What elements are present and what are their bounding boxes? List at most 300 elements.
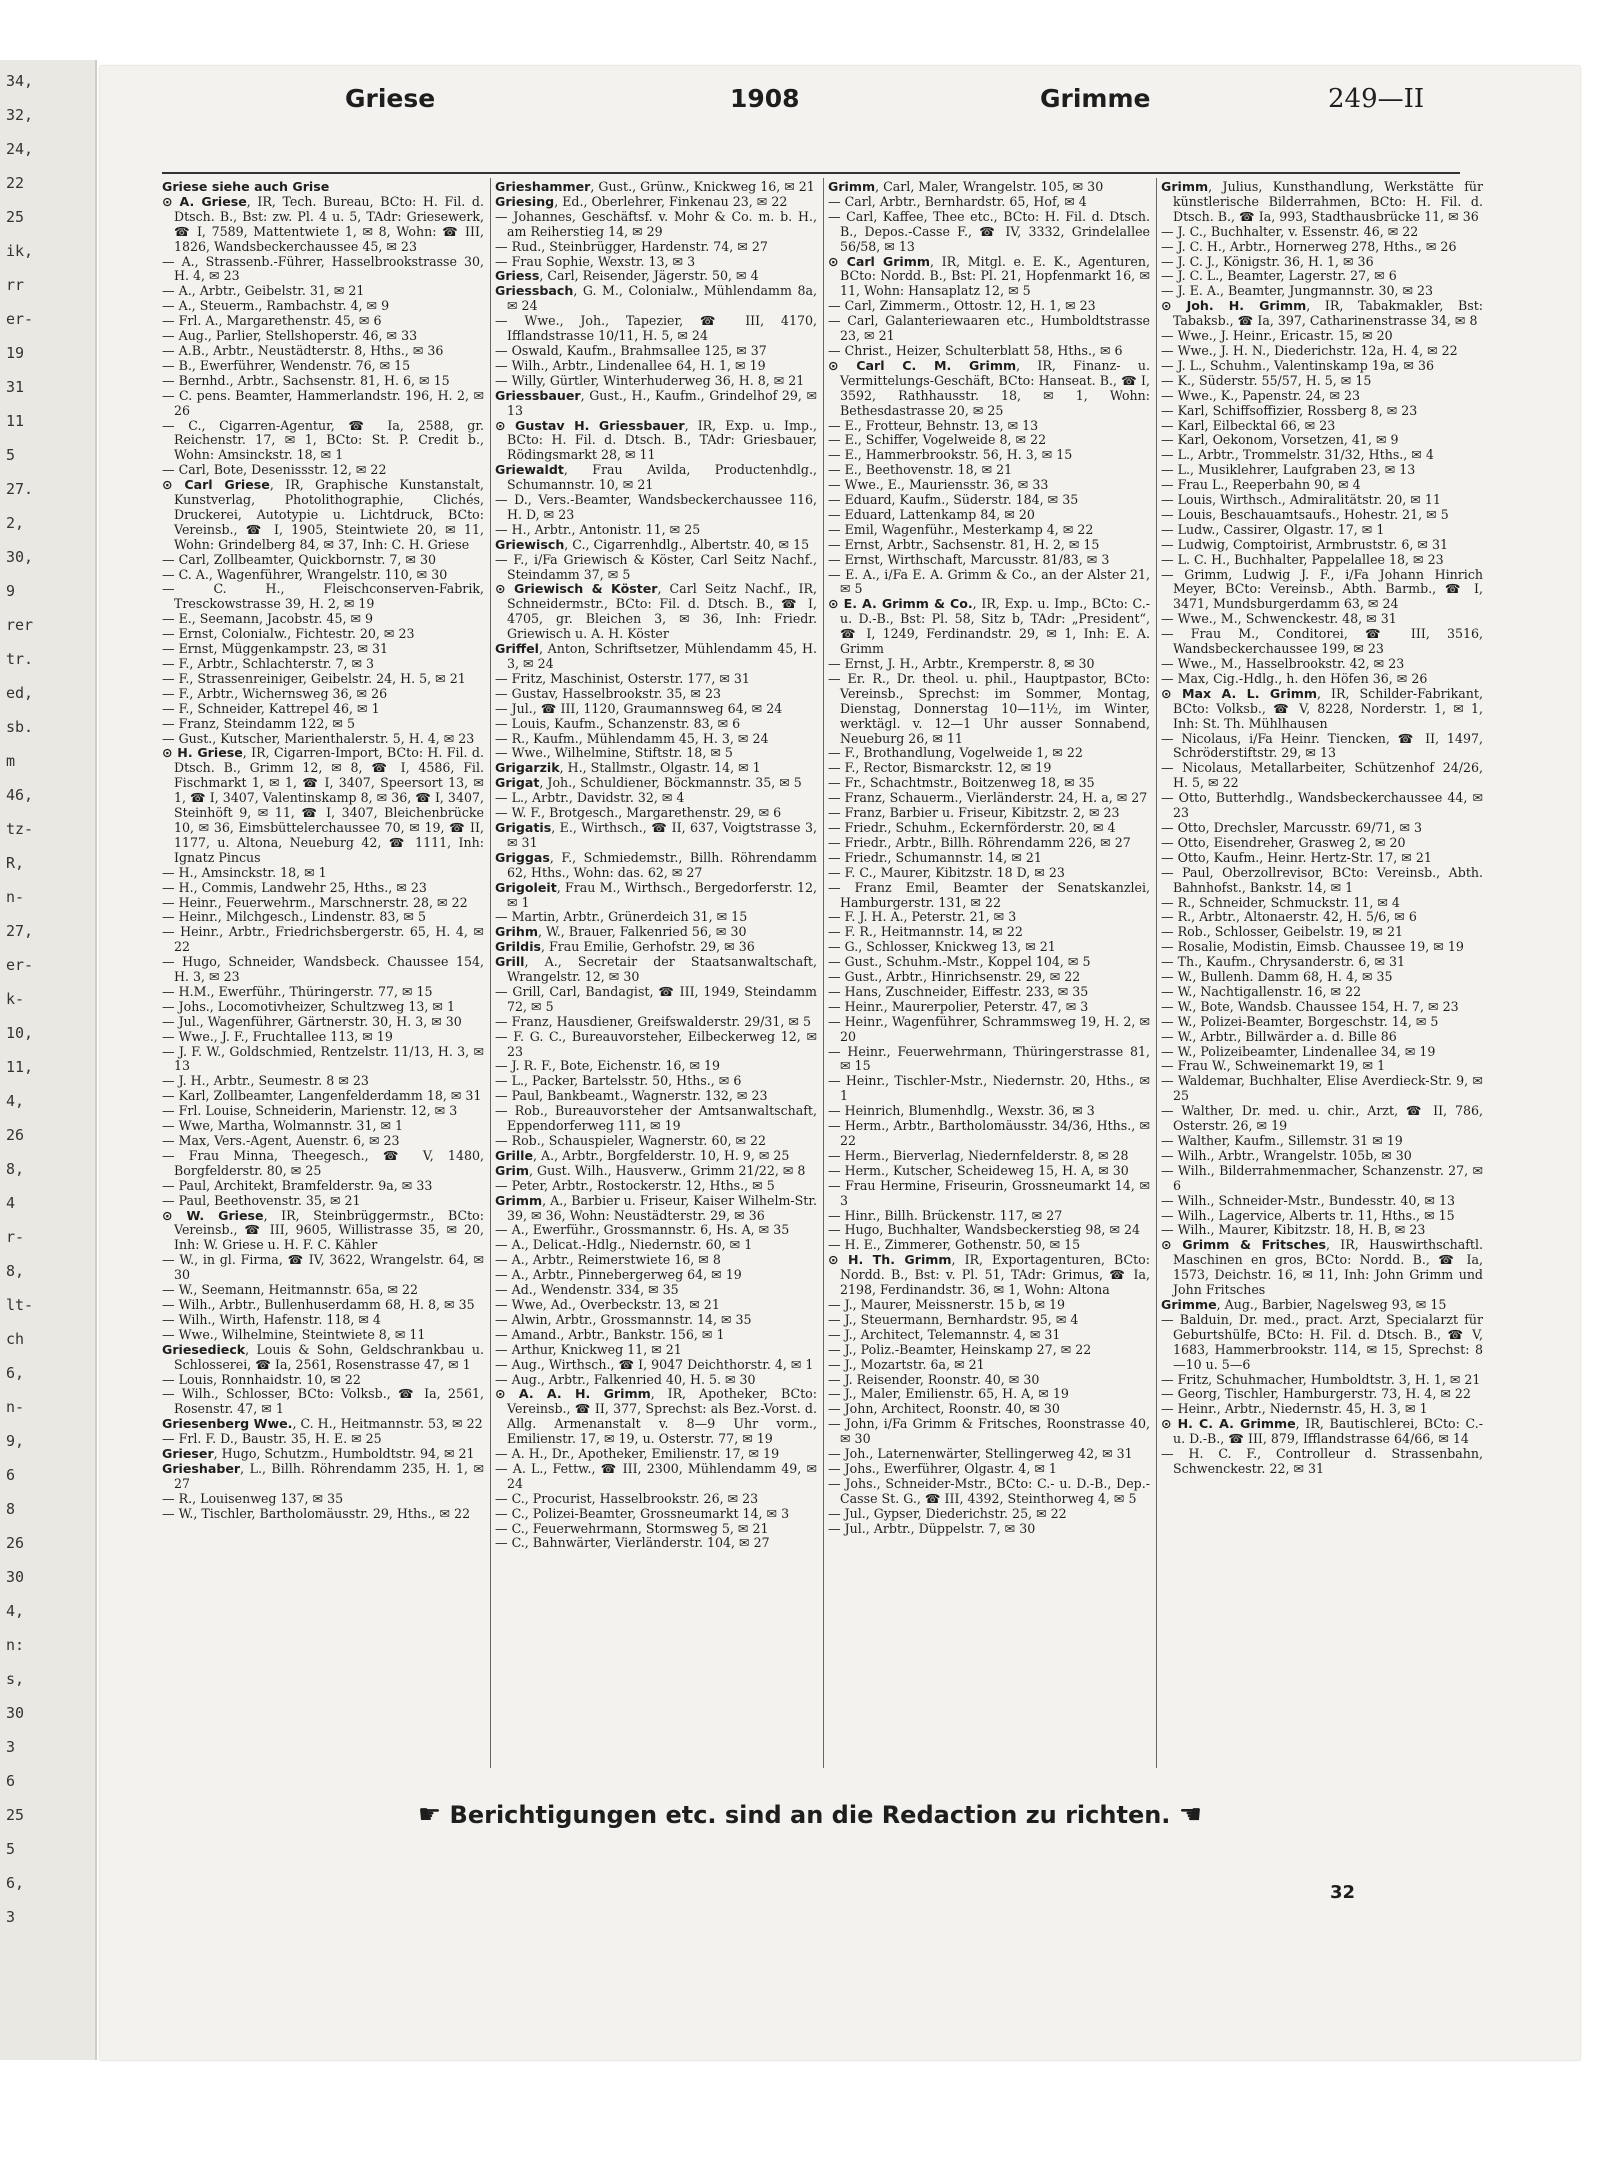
adjacent-page-fragment: ed, [6, 684, 34, 702]
directory-entry: — Hugo, Schneider, Wandsbeck. Chaussee 154, H. 3, ✉ 23 [162, 954, 484, 985]
adjacent-page-fragment: 46, [6, 786, 34, 804]
directory-entry: — Louis, Kaufm., Schanzenstr. 83, ✉ 6 [495, 715, 741, 731]
directory-entry: ⊙ Griewisch & Köster, Carl Seitz Nachf., IR, Schneidermstr., BCto: Fil. d. Dtsch. B., ☎ I, 4705, gr. Bleichen 3, ✉ 36, Inh: Friedr. Griewisch u. A. H. Köster [495, 581, 817, 642]
header-rule [162, 172, 1460, 174]
directory-entry: ⊙ E. A. Grimm & Co., IR, Exp. u. Imp., BCto: C.- u. D.-B., Bst: Pl. 58, Sitz b, TAdr: „President“, ☎ I, 1249, Ferdinandstr. 29, ✉ 1, Inh: E. A. Grimm [828, 596, 1150, 657]
directory-entry: — Frau Sophie, Wexstr. 13, ✉ 3 [495, 253, 696, 269]
directory-entry: — Carl, Zollbeamter, Quickbornstr. 7, ✉ 30 [162, 551, 436, 567]
adjacent-page-fragment: 5 [6, 446, 16, 464]
directory-entry: — Wilh., Arbtr., Lindenallee 64, H. 1, ✉ 19 [495, 357, 766, 373]
directory-entry: — Balduin, Dr. med., pract. Arzt, Specialarzt für Geburtshülfe, BCto: H. Fil. d. Dtsch. B., ☎ V, 1683, Hammerbrookstr. 114, ✉ 15, Sprechst: 8—10 u. 5—6 [1161, 1311, 1483, 1372]
directory-entry: — Frl. Louise, Schneiderin, Marienstr. 12, ✉ 3 [162, 1103, 458, 1119]
column-4 [1161, 180, 1483, 1770]
adjacent-page-fragment: 8, [6, 1160, 25, 1178]
directory-entry: — Heinr., Milchgesch., Lindenstr. 83, ✉ 5 [162, 909, 426, 925]
footer-text: Berichtigungen etc. sind an die Redaction zu richten. [449, 1801, 1171, 1829]
directory-entry: — J. F. W., Goldschmied, Rentzelstr. 11/13, H. 3, ✉ 13 [162, 1043, 484, 1074]
directory-entry: ⊙ A. A. H. Grimm, IR, Apotheker, BCto: Vereinsb., ☎ II, 377, Sprechst: als Bez.-Vorst. d. Allg. Armenanstalt v. 8—9 Uhr vorm., Emilienstr. 17, ✉ 19, u. Osterstr. 77, ✉ 19 [495, 1386, 817, 1447]
directory-entry: Grimm, Carl, Maler, Wrangelstr. 105, ✉ 30 [828, 180, 1104, 194]
directory-entry: — F. R., Heitmannstr. 14, ✉ 22 [828, 924, 1023, 940]
directory-entry: — L., Arbtr., Trommelstr. 31/32, Hths., ✉ 4 [1161, 447, 1434, 463]
directory-entry: — E. A., i/Fa E. A. Grimm & Co., an der Alster 21, ✉ 5 [828, 566, 1150, 597]
adjacent-page-fragment: 27, [6, 922, 34, 940]
adjacent-page-fragment: n- [6, 888, 25, 906]
directory-entry: — Carl, Kaffee, Thee etc., BCto: H. Fil. d. Dtsch. B., Depos.-Casse F., ☎ IV, 3332, Grindelallee 56/58, ✉ 13 [828, 208, 1150, 254]
directory-entry: — R., Louisenweg 137, ✉ 35 [162, 1490, 344, 1506]
directory-entry: — W. F., Brotgesch., Margarethenstr. 29, ✉ 6 [495, 805, 782, 821]
column-divider [1156, 178, 1157, 1768]
header-left-keyword: Griese [345, 84, 436, 113]
column-3 [828, 180, 1150, 1770]
directory-entry: — Wwe., J. Heinr., Ericastr. 15, ✉ 20 [1161, 328, 1393, 344]
directory-entry: Grihm, W., Brauer, Falkenried 56, ✉ 30 [495, 924, 747, 940]
directory-entry: — Rob., Schauspieler, Wagnerstr. 60, ✉ 22 [495, 1133, 767, 1148]
directory-entry: — John, Architect, Roonstr. 40, ✉ 30 [828, 1401, 1060, 1417]
directory-entry: Griesedieck, Louis & Sohn, Geldschrankbau u. Schlosserei, ☎ Ia, 2561, Rosenstrasse 47, ✉ 1 [162, 1341, 484, 1372]
directory-entry: — R., Schneider, Schmuckstr. 11, ✉ 4 [1161, 894, 1400, 910]
directory-entry: — Karl, Oekonom, Vorsetzen, 41, ✉ 9 [1161, 432, 1399, 448]
directory-entry: — Hans, Zuschneider, Eiffestr. 233, ✉ 35 [828, 983, 1089, 999]
directory-entry: — Wilh., Schneider-Mstr., Bundesstr. 40, ✉ 13 [1161, 1192, 1455, 1208]
directory-entry: — E., Seemann, Jacobstr. 45, ✉ 9 [162, 611, 374, 627]
directory-entry: — Christ., Heizer, Schulterblatt 58, Hths., ✉ 6 [828, 342, 1123, 358]
directory-entry: — Rob., Bureauvorsteher der Amtsanwaltschaft, Eppendorferweg 111, ✉ 19 [495, 1103, 817, 1134]
directory-entry: — Karl, Eilbecktal 66, ✉ 23 [1161, 417, 1336, 433]
directory-entry: ⊙ Grimm & Fritsches, IR, Hauswirthschaftl. Maschinen en gros, BCto: Nordd. B., ☎ Ia, 1573, Deichstr. 16, ✉ 11, Inh: John Grimm und John Fritsches [1161, 1237, 1483, 1298]
directory-entry: — Wilh., Lagervice, Alberts tr. 11, Hths., ✉ 15 [1161, 1207, 1455, 1223]
directory-entry: — Er. R., Dr. theol. u. phil., Hauptpastor, BCto: Vereinsb., Sprechst: im Sommer, Montag, Dienstag, Donnerstag 10—11½, im Winter, werktägl. v. 12—1 Uhr ausser Sonnabend, Neueburg 26, ✉ 11 [828, 670, 1150, 746]
directory-entry: — Johannes, Geschäftsf. v. Mohr & Co. m. b. H., am Reiherstieg 14, ✉ 29 [495, 208, 817, 239]
directory-entry: — Johs., Schneider-Mstr., BCto: C.- u. D.-B., Dep.-Casse St. G., ☎ III, 4392, Steinthorweg 4, ✉ 5 [828, 1475, 1150, 1506]
directory-entry: — L., Musiklehrer, Laufgraben 23, ✉ 13 [1161, 462, 1416, 478]
directory-entry: — L., Packer, Bartelsstr. 50, Hths., ✉ 6 [495, 1073, 742, 1089]
directory-entry: — A., Delicat.-Hdlg., Niedernstr. 60, ✉ 1 [495, 1237, 753, 1253]
directory-entry: — Ernst, Arbtr., Sachsenstr. 81, H. 2, ✉ 15 [828, 536, 1100, 552]
directory-entry: — J. L., Schuhm., Valentinskamp 19a, ✉ 36 [1161, 357, 1434, 373]
header-right-keyword: Grimme [1040, 84, 1151, 113]
directory-entry: — F., i/Fa Griewisch & Köster, Carl Seitz Nachf., Steindamm 37, ✉ 5 [495, 551, 817, 582]
directory-entry: — F., Arbtr., Wichernsweg 36, ✉ 26 [162, 685, 388, 701]
directory-entry: — J. C. L., Beamter, Lagerstr. 27, ✉ 6 [1161, 268, 1397, 284]
header-year: 1908 [730, 84, 800, 113]
directory-entry: ⊙ H. Th. Grimm, IR, Exportagenturen, BCto: Nordd. B., Bst: v. Pl. 51, TAdr: Grimus, ☎ Ia, 2198, Ferdinandstr. 36, ✉ 1, Wohn: Altona [828, 1252, 1150, 1298]
directory-entry: — Wilh., Schlosser, BCto: Volksb., ☎ Ia, 2561, Rosenstr. 47, ✉ 1 [162, 1386, 484, 1417]
directory-entry: — Nicolaus, Metallarbeiter, Schützenhof 24/26, H. 5, ✉ 22 [1161, 760, 1483, 791]
adjacent-page-fragment: 11 [6, 412, 25, 430]
directory-entry: Grildis, Frau Emilie, Gerhofstr. 29, ✉ 36 [495, 939, 755, 955]
directory-entry: ⊙ Max A. L. Grimm, IR, Schilder-Fabrikant, BCto: Volksb., ☎ V, 8228, Norderstr. 1, ✉ 1, Inh: St. Th. Mühlhausen [1161, 685, 1483, 731]
directory-entry: — J., Architect, Telemannstr. 4, ✉ 31 [828, 1326, 1061, 1342]
directory-entry: — Herm., Arbtr., Bartholomäusstr. 34/36, Hths., ✉ 22 [828, 1118, 1150, 1148]
adjacent-page-fragment: k- [6, 990, 25, 1008]
directory-entry: — Rosalie, Modistin, Eimsb. Chaussee 19, ✉ 19 [1161, 939, 1464, 955]
directory-entry: — Wwe., Wilhelmine, Steintwiete 8, ✉ 11 [162, 1326, 426, 1342]
directory-entry: — Paul, Bankbeamt., Wagnerstr. 132, ✉ 23 [495, 1088, 768, 1104]
directory-entry: — Frau L., Reeperbahn 90, ✉ 4 [1161, 477, 1361, 493]
directory-entry: — Louis, Ronnhaidstr. 10, ✉ 22 [162, 1371, 361, 1387]
directory-entry: ⊙ Carl C. M. Grimm, IR, Finanz- u. Vermittelungs-Geschäft, BCto: Hanseat. B., ☎ I, 3592, Rathhausstr. 18, ✉ 1, Wohn: Bethesdastrasse 20, ✉ 25 [828, 357, 1150, 418]
directory-entry: — C. A., Wagenführer, Wrangelstr. 110, ✉ 30 [162, 566, 448, 582]
directory-entry: Grimm, Julius, Kunsthandlung, Werkstätte für künstlerische Bilderrahmen, BCto: H. Fil. d. Dtsch. B., ☎ Ia, 993, Stadthausbrücke 11, ✉ 36 [1161, 180, 1483, 224]
directory-entry: — C., Feuerwehrmann, Stormsweg 5, ✉ 21 [495, 1520, 769, 1536]
directory-entry: — Ad., Wendenstr. 334, ✉ 35 [495, 1282, 679, 1298]
directory-entry: — Ernst, J. H., Arbtr., Kremperstr. 8, ✉ 30 [828, 656, 1095, 671]
directory-entry: — Herm., Bierverlag, Niedernfelderstr. 8, ✉ 28 [828, 1147, 1129, 1163]
directory-entry: — J., Maler, Emilienstr. 65, H. A, ✉ 19 [828, 1386, 1069, 1402]
directory-entry: — J. R. F., Bote, Eichenstr. 16, ✉ 19 [495, 1058, 721, 1074]
directory-entry: — Frau Hermine, Friseurin, Grossneumarkt 14, ✉ 3 [828, 1177, 1150, 1208]
directory-entry: — Wwe., Wilhelmine, Stiftstr. 18, ✉ 5 [495, 745, 733, 761]
directory-entry: Griess, Carl, Reisender, Jägerstr. 50, ✉ 4 [495, 268, 759, 284]
adjacent-page-fragment: 4, [6, 1092, 25, 1110]
directory-entry: — K., Süderstr. 55/57, H. 5, ✉ 15 [1161, 372, 1372, 388]
directory-entry: — Emil, Wagenführ., Mesterkamp 4, ✉ 22 [828, 521, 1094, 537]
adjacent-page-fragment: 8 [6, 1500, 16, 1518]
directory-entry: — Carl, Galanteriewaaren etc., Humboldtstrasse 23, ✉ 21 [828, 313, 1150, 344]
adjacent-page-fragment: 26 [6, 1126, 25, 1144]
directory-entry: — D., Vers.-Beamter, Wandsbeckerchaussee 116, H. D, ✉ 23 [495, 492, 817, 522]
directory-entry: — C., Cigarren-Agentur, ☎ Ia, 2588, gr. Reichenstr. 17, ✉ 1, BCto: St. P. Credit b., Wohn: Amsinckstr. 18, ✉ 1 [162, 417, 484, 463]
directory-entry: — Grill, Carl, Bandagist, ☎ III, 1949, Steindamm 72, ✉ 5 [495, 983, 817, 1014]
adjacent-page-fragment: 3 [6, 1908, 16, 1926]
directory-entry: — Oswald, Kaufm., Brahmsallee 125, ✉ 37 [495, 342, 767, 358]
directory-entry: ⊙ A. Griese, IR, Tech. Bureau, BCto: H. Fil. d. Dtsch. B., Bst: zw. Pl. 4 u. 5, TAdr: Griesewerk, ☎ I, 7589, Mattentwiete 1, ✉ 8, Wohn: ☎ III, 1826, Wandsbeckerchaussee 45, ✉ 23 [162, 193, 484, 254]
directory-entry: — Martin, Arbtr., Grünerdeich 31, ✉ 15 [495, 909, 748, 925]
directory-entry: — W., in gl. Firma, ☎ IV, 3622, Wrangelstr. 64, ✉ 30 [162, 1252, 484, 1283]
directory-entry: Grimme, Aug., Barbier, Nagelsweg 93, ✉ 15 [1161, 1296, 1447, 1312]
directory-entry: — Wilh., Arbtr., Wrangelstr. 105b, ✉ 30 [1161, 1147, 1412, 1163]
directory-entry: — F. C., Maurer, Kibitzstr. 18 D, ✉ 23 [828, 864, 1065, 880]
directory-entry: — Herm., Kutscher, Scheideweg 15, H. A, ✉ 30 [828, 1162, 1129, 1178]
directory-entry: — Franz, Hausdiener, Greifswalderstr. 29/31, ✉ 5 [495, 1013, 811, 1029]
directory-entry: — Ernst, Müggenkampstr. 23, ✉ 31 [162, 641, 389, 657]
adjacent-page-fragment: 32, [6, 106, 34, 124]
directory-entry: Griessbauer, Gust., H., Kaufm., Grindelhof 29, ✉ 13 [495, 387, 817, 418]
directory-entry: — Waldemar, Buchhalter, Elise Averdieck-Str. 9, ✉ 25 [1161, 1073, 1483, 1104]
directory-entry: — Max, Cig.-Hdlg., h. den Höfen 36, ✉ 26 [1161, 670, 1428, 686]
directory-entry: — Karl, Zollbeamter, Langenfelderdamm 18, ✉ 31 [162, 1088, 482, 1104]
adjacent-page-fragment: 8, [6, 1262, 25, 1280]
directory-entry: Grigoleit, Frau M., Wirthsch., Bergedorferstr. 12, ✉ 1 [495, 879, 817, 910]
adjacent-page-fragment: sb. [6, 718, 34, 736]
adjacent-page-fragment: n- [6, 1398, 25, 1416]
adjacent-page-fragment: rer [6, 616, 34, 634]
directory-entry: — A. L., Fettw., ☎ III, 2300, Mühlendamm 49, ✉ 24 [495, 1460, 817, 1491]
directory-entry: — Frl. F. D., Baustr. 35, H. E. ✉ 25 [162, 1431, 382, 1447]
directory-entry: — Otto, Kaufm., Heinr. Hertz-Str. 17, ✉ 21 [1161, 849, 1432, 865]
directory-entry: Griewisch, C., Cigarrenhdlg., Albertstr. 40, ✉ 15 [495, 536, 810, 552]
directory-entry: — Wilh., Wirth, Hafenstr. 118, ✉ 4 [162, 1311, 381, 1327]
directory-entry: — A., Arbtr., Pinnebergerweg 64, ✉ 19 [495, 1267, 742, 1283]
directory-entry: — F. J. H. A., Peterstr. 21, ✉ 3 [828, 909, 1017, 925]
directory-entry: — H., Arbtr., Antonistr. 11, ✉ 25 [495, 521, 701, 537]
directory-entry: — C., Polizei-Beamter, Grossneumarkt 14, ✉ 3 [495, 1505, 790, 1521]
adjacent-page-fragment: er- [6, 956, 34, 974]
adjacent-page-fragment: 30, [6, 548, 34, 566]
directory-entry: — Fritz, Schuhmacher, Humboldtstr. 3, H. 1, ✉ 21 [1161, 1371, 1481, 1387]
directory-entry: Grimm, A., Barbier u. Friseur, Kaiser Wilhelm-Str. 39, ✉ 36, Wohn: Neustädterstr. 29, ✉ 36 [495, 1192, 817, 1223]
adjacent-page-fragment: 9, [6, 1432, 25, 1450]
directory-entry: — A. H., Dr., Apotheker, Emilienstr. 17, ✉ 19 [495, 1446, 780, 1462]
adjacent-page-fragment: 5 [6, 1840, 16, 1858]
left-page-edge [0, 60, 97, 2060]
directory-entry: ⊙ Joh. H. Grimm, IR, Tabakmakler, Bst: Tabaksb., ☎ Ia, 397, Catharinenstrasse 34, ✉ 8 [1161, 298, 1483, 329]
directory-entry: — Hinr., Billh. Brückenstr. 117, ✉ 27 [828, 1207, 1063, 1223]
directory-entry: — Heinr., Feuerwehrmann, Thüringerstrasse 81, ✉ 15 [828, 1043, 1150, 1074]
directory-entry: — John, i/Fa Grimm & Fritsches, Roonstrasse 40, ✉ 30 [828, 1416, 1150, 1447]
directory-entry: — W., Bote, Wandsb. Chaussee 154, H. 7, ✉ 23 [1161, 998, 1459, 1014]
adjacent-page-fragment: lt- [6, 1296, 34, 1314]
directory-entry: ⊙ Gustav H. Griessbauer, IR, Exp. u. Imp., BCto: H. Fil. d. Dtsch. B., TAdr: Griesbauer, Rödingsmarkt 28, ✉ 11 [495, 417, 817, 463]
directory-entry: — Wwe., K., Papenstr. 24, ✉ 23 [1161, 387, 1361, 403]
adjacent-page-fragment: n: [6, 1636, 25, 1654]
directory-entry: — Ludwig, Comptoirist, Armbruststr. 6, ✉ 31 [1161, 536, 1449, 552]
adjacent-page-fragment: 24, [6, 140, 34, 158]
directory-entry: — Paul, Architekt, Bramfelderstr. 9a, ✉ 33 [162, 1177, 433, 1193]
directory-entry: Griessbach, G. M., Colonialw., Mühlendamm 8a, ✉ 24 [495, 283, 817, 314]
directory-entry: Griggas, F., Schmiedemstr., Billh. Röhrendamm 62, Hths., Wohn: das. 62, ✉ 27 [495, 849, 817, 880]
directory-entry: — Karl, Schiffsoffizier, Rossberg 8, ✉ 23 [1161, 402, 1418, 418]
pointing-hand-icon: ☚ [1178, 1800, 1203, 1830]
directory-entry: — Wwe., J. H. N., Diederichstr. 12a, H. 4, ✉ 22 [1161, 342, 1458, 358]
directory-entry: — Heinr., Feuerwehrm., Marschnerstr. 28, ✉ 22 [162, 894, 468, 910]
directory-entry: — R., Arbtr., Altonaerstr. 42, H. 5/6, ✉ 6 [1161, 909, 1417, 925]
directory-entry: — Fr., Schachtmstr., Boitzenweg 18, ✉ 35 [828, 775, 1095, 791]
footer-notice [160, 1800, 1460, 1840]
adjacent-page-fragment: 27. [6, 480, 34, 498]
directory-entry: — Jul., ☎ III, 1120, Graumannsweg 64, ✉ 24 [495, 700, 783, 716]
directory-entry: — Jul., Arbtr., Düppelstr. 7, ✉ 30 [828, 1520, 1036, 1536]
directory-entry: — Friedr., Schuhm., Eckernförderstr. 20, ✉ 4 [828, 819, 1116, 835]
directory-entry: — Aug., Parlier, Stellshoperstr. 46, ✉ 33 [162, 328, 418, 344]
directory-entry: — Jul., Wagenführer, Gärtnerstr. 30, H. 3, ✉ 30 [162, 1013, 462, 1029]
adjacent-page-fragment: 30 [6, 1704, 25, 1722]
directory-entry: — Walther, Kaufm., Sillemstr. 31 ✉ 19 [1161, 1133, 1403, 1148]
directory-entry: — Paul, Oberzollrevisor, BCto: Vereinsb., Abth. Bahnhofst., Bankstr. 14, ✉ 1 [1161, 864, 1483, 895]
directory-entry: — J. Reisender, Roonstr. 40, ✉ 30 [828, 1371, 1040, 1387]
adjacent-page-fragment: 4 [6, 1194, 16, 1212]
adjacent-page-fragment: 25 [6, 208, 25, 226]
directory-entry: Grieshaber, L., Billh. Röhrendamm 235, H. 1, ✉ 27 [162, 1460, 484, 1491]
directory-entry: — Otto, Eisendreher, Grasweg 2, ✉ 20 [1161, 834, 1406, 850]
directory-entry: — Frau M., Conditorei, ☎ III, 3516, Wandsbeckerchaussee 199, ✉ 23 [1161, 626, 1483, 657]
directory-entry: — F., Arbtr., Schlachterstr. 7, ✉ 3 [162, 656, 375, 671]
directory-entry: — Gustav, Hasselbrookstr. 35, ✉ 23 [495, 685, 721, 701]
directory-entry: Grigat, Joh., Schuldiener, Böckmannstr. 35, ✉ 5 [495, 775, 802, 791]
directory-entry: — Max, Vers.-Agent, Auenstr. 6, ✉ 23 [162, 1133, 400, 1148]
directory-entry: Griesenberg Wwe., C. H., Heitmannstr. 53, ✉ 22 [162, 1416, 483, 1432]
directory-entry: — Gust., Arbtr., Hinrichsenstr. 29, ✉ 22 [828, 969, 1081, 985]
directory-entry: — Hugo, Buchhalter, Wandsbeckerstieg 98, ✉ 24 [828, 1222, 1141, 1238]
directory-entry: — C., Procurist, Hasselbrookstr. 26, ✉ 23 [495, 1490, 759, 1506]
directory-entry: — H. C. F., Controlleur d. Strassenbahn, Schwenckestr. 22, ✉ 31 [1161, 1446, 1483, 1476]
directory-entry: ⊙ Carl Grimm, IR, Mitgl. e. E. K., Agenturen, BCto: Nordd. B., Bst: Pl. 21, Hopfenmarkt 16, ✉ 11, Wohn: Hansaplatz 12, ✉ 5 [828, 253, 1150, 299]
directory-entry: — A., Steuerm., Rambachstr. 4, ✉ 9 [162, 298, 390, 314]
directory-entry: — F., Schneider, Kattrepel 46, ✉ 1 [162, 700, 380, 716]
directory-entry: — B., Ewerführer, Wendenstr. 76, ✉ 15 [162, 357, 411, 373]
directory-entry: — J. C. H., Arbtr., Hornerweg 278, Hths., ✉ 26 [1161, 238, 1457, 254]
directory-entry: — Carl, Zimmerm., Ottostr. 12, H. 1, ✉ 23 [828, 298, 1096, 314]
directory-entry: — A., Arbtr., Reimerstwiete 16, ✉ 8 [495, 1252, 721, 1268]
directory-entry: — H. E., Zimmerer, Gothenstr. 50, ✉ 15 [828, 1237, 1081, 1253]
directory-entry: — Aug., Wirthsch., ☎ I, 9047 Deichthorstr. 4, ✉ 1 [495, 1356, 814, 1372]
directory-entry: — J., Poliz.-Beamter, Heinskamp 27, ✉ 22 [828, 1341, 1092, 1357]
directory-entry: — F., Brothandlung, Vogelweide 1, ✉ 22 [828, 745, 1083, 761]
directory-entry: — Frau Minna, Theegesch., ☎ V, 1480, Borgfelderstr. 80, ✉ 25 [162, 1147, 484, 1178]
directory-entry: — Rob., Schlosser, Geibelstr. 19, ✉ 21 [1161, 924, 1404, 940]
directory-entry: — Fritz, Maschinist, Osterstr. 177, ✉ 31 [495, 670, 750, 686]
adjacent-page-fragment: 19 [6, 344, 25, 362]
directory-entry: — Ernst, Colonialw., Fichtestr. 20, ✉ 23 [162, 626, 415, 642]
adjacent-page-fragment: 4, [6, 1602, 25, 1620]
directory-entry: — W., Polizeibeamter, Lindenallee 34, ✉ 19 [1161, 1043, 1436, 1059]
adjacent-page-fragment: 6 [6, 1466, 16, 1484]
top-margin [0, 0, 1600, 60]
directory-entry: — H.M., Ewerführ., Thüringerstr. 77, ✉ 15 [162, 983, 433, 999]
directory-entry: — W., Polizei-Beamter, Borgeschstr. 14, ✉ 5 [1161, 1013, 1439, 1029]
directory-entry: — E., Frotteur, Behnstr. 13, ✉ 13 [828, 417, 1039, 433]
directory-entry: — Heinr., Maurerpolier, Peterstr. 47, ✉ 3 [828, 998, 1089, 1014]
directory-entry: — Amand., Arbtr., Bankstr. 156, ✉ 1 [495, 1326, 725, 1342]
directory-entry: — Wilh., Arbtr., Bullenhuserdamm 68, H. 8, ✉ 35 [162, 1296, 475, 1312]
directory-entry: — Georg, Tischler, Hamburgerstr. 73, H. 4, ✉ 22 [1161, 1386, 1471, 1402]
adjacent-page-fragment: 3 [6, 1738, 16, 1756]
directory-entry: ⊙ Carl Griese, IR, Graphische Kunstanstalt, Kunstverlag, Photolithographie, Clichés, Druckerei, Autotypie u. Lichtdruck, BCto: Vereinsb., ☎ I, 1905, Steintwiete 20, ✉ 11, Wohn: Grindelberg 84, ✉ 37, Inh: C. H. Griese [162, 477, 484, 552]
directory-entry: — A., Arbtr., Geibelstr. 31, ✉ 21 [162, 283, 365, 299]
directory-entry: — Wwe., E., Mauriensstr. 36, ✉ 33 [828, 477, 1049, 493]
directory-entry: — Heinr., Tischler-Mstr., Niedernstr. 20, Hths., ✉ 1 [828, 1073, 1150, 1104]
adjacent-page-fragment: 26 [6, 1534, 25, 1552]
directory-entry: Grill, A., Secretair der Staatsanwaltschaft, Wrangelstr. 12, ✉ 30 [495, 954, 817, 985]
directory-entry: Grigatis, E., Wirthsch., ☎ II, 637, Voigtstrasse 3, ✉ 31 [495, 819, 817, 850]
directory-entry: — Wwe, Martha, Wolmannstr. 31, ✉ 1 [162, 1118, 404, 1134]
adjacent-page-fragment: m [6, 752, 16, 770]
directory-entry: — Wwe, Ad., Overbeckstr. 13, ✉ 21 [495, 1296, 720, 1312]
adjacent-page-fragment: 10, [6, 1024, 34, 1042]
directory-entry: — A., Ewerführ., Grossmannstr. 6, Hs. A, ✉ 35 [495, 1222, 790, 1238]
directory-entry: — Ernst, Wirthschaft, Marcusstr. 81/83, ✉ 3 [828, 551, 1110, 567]
directory-entry: — Walther, Dr. med. u. chir., Arzt, ☎ II, 786, Osterstr. 26, ✉ 19 [1161, 1103, 1483, 1134]
directory-entry: — Otto, Butterhdlg., Wandsbeckerchaussee 44, ✉ 23 [1161, 790, 1483, 821]
directory-entry: — C. H., Fleischconserven-Fabrik, Tresckowstrasse 39, H. 2, ✉ 19 [162, 581, 484, 612]
directory-entry: — Heinr., Arbtr., Niedernstr. 45, H. 3, ✉ 1 [1161, 1401, 1428, 1417]
directory-entry: — Wilh., Bilderrahmenmacher, Schanzenstr. 27, ✉ 6 [1161, 1162, 1483, 1193]
directory-entry: — L., Arbtr., Davidstr. 32, ✉ 4 [495, 790, 685, 806]
column-divider [823, 178, 824, 1768]
directory-entry: — Louis, Beschauamtsaufs., Hohestr. 21, ✉ 5 [1161, 506, 1449, 522]
directory-entry: — Th., Kaufm., Chrysanderstr. 6, ✉ 31 [1161, 954, 1406, 970]
directory-entry: — Franz Emil, Beamter der Senatskanzlei, Hamburgerstr. 131, ✉ 22 [828, 879, 1150, 910]
directory-entry: — Otto, Drechsler, Marcusstr. 69/71, ✉ 3 [1161, 819, 1423, 835]
directory-entry: — H., Amsinckstr. 18, ✉ 1 [162, 864, 327, 880]
directory-entry: — Franz, Barbier u. Friseur, Kibitzstr. 2, ✉ 23 [828, 805, 1120, 821]
directory-entry: — Gust., Kutscher, Marienthalerstr. 5, H. 4, ✉ 23 [162, 730, 475, 746]
page-number: 32 [1330, 1882, 1356, 1903]
adjacent-page-fragment: r- [6, 1228, 25, 1246]
adjacent-page-fragment: 30 [6, 1568, 25, 1586]
directory-entry: ⊙ H. Griese, IR, Cigarren-Import, BCto: H. Fil. d. Dtsch. B., Grimm 12, ✉ 8, ☎ I, 4586, Fil. Fischmarkt 1, ✉ 1, ☎ I, 3407, Speersort 13, ✉ 1, ☎ I, 3407, Valentinskamp 8, ✉ 36, ☎ I, 3407, Steinhöft 9, ✉ 11, ☎ I, 3407, Bleichenbrücke 10, ✉ 36, Eimsbüttelerchaussee 70, ✉ 19, ☎ II, 1177, u. Altona, Neueburg 42, ☎ 1111, Inh: Ignatz Pincus [162, 745, 484, 865]
directory-entry: — A.B., Arbtr., Neustädterstr. 8, Hths., ✉ 36 [162, 342, 444, 358]
directory-entry: Griffel, Anton, Schriftsetzer, Mühlendamm 45, H. 3, ✉ 24 [495, 641, 817, 671]
directory-entry: — A., Strassenb.-Führer, Hasselbrookstrasse 30, H. 4, ✉ 23 [162, 253, 484, 284]
column-2 [495, 180, 817, 1770]
adjacent-page-fragment: s, [6, 1670, 25, 1688]
adjacent-page-fragment: ik, [6, 242, 34, 260]
directory-entry: Grieser, Hugo, Schutzm., Humboldtstr. 94, ✉ 21 [162, 1446, 475, 1462]
directory-entry: — J., Steuermann, Bernhardstr. 95, ✉ 4 [828, 1311, 1079, 1327]
directory-entry: — W., Arbtr., Billwärder a. d. Bille 86 [1161, 1028, 1397, 1044]
adjacent-page-fragment: 6 [6, 1772, 16, 1790]
directory-entry: — J. E. A., Beamter, Jungmannstr. 30, ✉ 23 [1161, 283, 1434, 299]
directory-entry: Griewaldt, Frau Avilda, Productenhdlg., Schumannstr. 10, ✉ 21 [495, 462, 817, 493]
directory-entry: — Eduard, Kaufm., Süderstr. 184, ✉ 35 [828, 492, 1079, 508]
directory-entry: — Franz, Steindamm 122, ✉ 5 [162, 715, 355, 731]
directory-entry: — Alwin, Arbtr., Grossmannstr. 14, ✉ 35 [495, 1311, 752, 1327]
directory-entry: — F. G. C., Bureauvorsteher, Eilbeckerweg 12, ✉ 23 [495, 1028, 817, 1059]
directory-entry: — Wwe., J. F., Fruchtallee 113, ✉ 19 [162, 1028, 393, 1044]
adjacent-page-fragment: 6, [6, 1364, 25, 1382]
directory-entry: — W., Tischler, Bartholomäusstr. 29, Hths., ✉ 22 [162, 1505, 471, 1521]
directory-entry: — E., Beethovenstr. 18, ✉ 21 [828, 462, 1013, 478]
directory-entry: — C., Bahnwärter, Vierländerstr. 104, ✉ 27 [495, 1535, 770, 1551]
adjacent-page-fragment: 31 [6, 378, 25, 396]
directory-entry: Griese siehe auch Grise [162, 180, 330, 194]
running-header [160, 80, 1460, 130]
adjacent-page-fragment: 25 [6, 1806, 25, 1824]
directory-entry: Griesing, Ed., Oberlehrer, Finkenau 23, ✉ 22 [495, 193, 788, 209]
pointing-hand-icon: ☛ [417, 1800, 442, 1830]
directory-entry: — Carl, Arbtr., Bernhardstr. 65, Hof, ✉ 4 [828, 193, 1087, 209]
directory-entry: — Rud., Steinbrügger, Hardenstr. 74, ✉ 27 [495, 238, 768, 254]
directory-entry: — W., Seemann, Heitmannstr. 65a, ✉ 22 [162, 1282, 419, 1298]
adjacent-page-fragment: er- [6, 310, 34, 328]
directory-entry: ⊙ W. Griese, IR, Steinbrüggermstr., BCto: Vereinsb., ☎ III, 9605, Willistrasse 35, ✉ 20, Inh: W. Griese u. H. F. C. Kähler [162, 1207, 484, 1253]
directory-entry: — Willy, Gürtler, Winterhuderweg 36, H. 8, ✉ 21 [495, 372, 805, 388]
adjacent-page-fragment: 34, [6, 72, 34, 90]
adjacent-page-fragment: 9 [6, 582, 16, 600]
directory-entry: — E., Hammerbrookstr. 56, H. 3, ✉ 15 [828, 447, 1073, 463]
adjacent-page-fragment: R, [6, 854, 25, 872]
directory-entry: — Eduard, Lattenkamp 84, ✉ 20 [828, 506, 1035, 522]
directory-entry: — Wilh., Maurer, Kibitzstr. 18, H. B, ✉ 23 [1161, 1222, 1426, 1238]
directory-entry: — G., Schlosser, Knickweg 13, ✉ 21 [828, 939, 1056, 955]
adjacent-page-fragment: tr. [6, 650, 34, 668]
column-1 [162, 180, 484, 1770]
directory-entry: Grille, A., Arbtr., Borgfelderstr. 10, H. 9, ✉ 25 [495, 1147, 790, 1163]
directory-entry: — Carl, Bote, Desenissstr. 12, ✉ 22 [162, 462, 387, 478]
directory-entry: — E., Schiffer, Vogelweide 8, ✉ 22 [828, 432, 1047, 448]
directory-entry: — Friedr., Arbtr., Billh. Röhrendamm 226, ✉ 27 [828, 834, 1131, 850]
directory-entry: — Grimm, Ludwig J. F., i/Fa Johann Hinrich Meyer, BCto: Vereinsb., Abth. Barmb., ☎ I, 3471, Mundsburgerdamm 63, ✉ 24 [1161, 566, 1483, 612]
directory-entry: — J. H., Arbtr., Seumestr. 8 ✉ 23 [162, 1073, 369, 1089]
directory-entry: — Peter, Arbtr., Rostockerstr. 12, Hths., ✉ 5 [495, 1177, 775, 1193]
directory-entry: — Frl. A., Margarethenstr. 45, ✉ 6 [162, 313, 382, 329]
directory-entry: — Wwe., M., Hasselbrookstr. 42, ✉ 23 [1161, 656, 1405, 671]
directory-entry: — Frau W., Schweinemarkt 19, ✉ 1 [1161, 1058, 1386, 1074]
directory-entry: — F., Strassenreiniger, Geibelstr. 24, H. 5, ✉ 21 [162, 670, 466, 686]
directory-entry: — Johs., Ewerführer, Olgastr. 4, ✉ 1 [828, 1460, 1057, 1476]
directory-entry: — Friedr., Schumannstr. 14, ✉ 21 [828, 849, 1042, 865]
adjacent-page-fragment: 2, [6, 514, 25, 532]
directory-entry: — C. pens. Beamter, Hammerlandstr. 196, H. 2, ✉ 26 [162, 387, 484, 418]
directory-entry: — Paul, Beethovenstr. 35, ✉ 21 [162, 1192, 361, 1208]
directory-entry: — R., Kaufm., Mühlendamm 45, H. 3, ✉ 24 [495, 730, 769, 746]
directory-entry: — Heinr., Arbtr., Friedrichsbergerstr. 65, H. 4, ✉ 22 [162, 924, 484, 955]
directory-entry: — Heinrich, Blumenhdlg., Wexstr. 36, ✉ 3 [828, 1103, 1095, 1119]
directory-entry: — Nicolaus, i/Fa Heinr. Tiencken, ☎ II, 1497, Schröderstiftstr. 29, ✉ 13 [1161, 730, 1483, 761]
directory-entry: — J., Mozartstr. 6a, ✉ 21 [828, 1356, 985, 1372]
directory-entry: — Franz, Schauerm., Vierländerstr. 24, H. a, ✉ 27 [828, 790, 1148, 806]
